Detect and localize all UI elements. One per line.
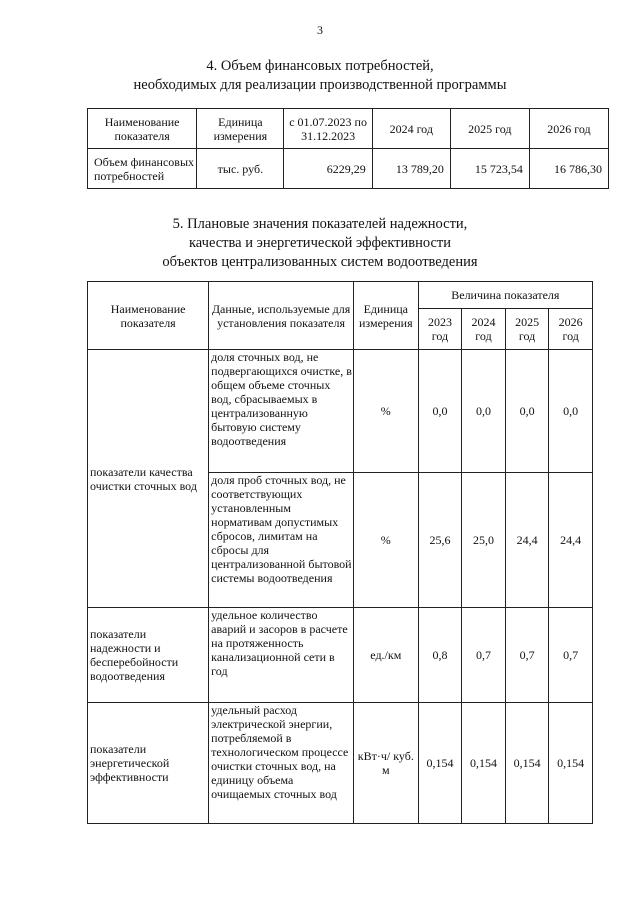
row-name: Объем финансовых потребностей <box>88 149 197 189</box>
financial-needs-table <box>87 108 609 189</box>
header-name: Наименование показателя <box>88 109 197 149</box>
header-2024: 2024 год <box>372 109 450 149</box>
section-4-title <box>0 57 640 95</box>
row-value: 24,4 <box>549 473 593 608</box>
row-value: 0,0 <box>505 350 549 473</box>
table-row <box>88 149 609 189</box>
row-unit: кВт·ч/ куб. м <box>353 703 418 824</box>
header-2026: 2026 год <box>529 109 608 149</box>
header-year: 2026 год <box>549 309 593 350</box>
row-value: 0,154 <box>462 703 506 824</box>
section-5-title <box>0 215 640 272</box>
header-value-group: Величина показателя <box>418 282 592 309</box>
row-value: 0,8 <box>418 608 462 703</box>
header-year: 2025 год <box>505 309 549 350</box>
row-value: 25,0 <box>462 473 506 608</box>
row-value: 0,7 <box>505 608 549 703</box>
row-2024-value: 13 789,20 <box>372 149 450 189</box>
row-period-value: 6229,29 <box>284 149 372 189</box>
header-data: Данные, используемые для установления показателя <box>209 282 354 350</box>
row-2026-value: 16 786,30 <box>529 149 608 189</box>
row-2025-value: 15 723,54 <box>450 149 529 189</box>
row-unit: тыс. руб. <box>197 149 284 189</box>
header-2025: 2025 год <box>450 109 529 149</box>
row-value: 0,7 <box>462 608 506 703</box>
row-value: 0,0 <box>418 350 462 473</box>
header-name: Наименование показателя <box>88 282 209 350</box>
row-unit: % <box>353 473 418 608</box>
row-value: 0,7 <box>549 608 593 703</box>
page-number: 3 <box>317 23 323 37</box>
table-row <box>88 350 593 473</box>
table-header-row <box>88 282 593 309</box>
row-value: 0,154 <box>549 703 593 824</box>
section-4-title-line: 4. Объем финансовых потребностей, <box>206 58 434 74</box>
row-value: 0,0 <box>549 350 593 473</box>
row-description: удельное количество аварий и засоров в расчете на протяженность канализационной сети в год <box>209 608 354 703</box>
row-description: удельный расход электрической энергии, потребляемой в технологическом процессе очистки сточных вод, на единицу объема очищаемых сточных вод <box>209 703 354 824</box>
section-4-title-line: необходимых для реализации производственной программы <box>133 77 507 93</box>
section-5-title-line: 5. Плановые значения показателей надежности, <box>172 216 468 232</box>
row-unit: % <box>353 350 418 473</box>
row-value: 25,6 <box>418 473 462 608</box>
row-value: 0,154 <box>505 703 549 824</box>
header-year: 2024 год <box>462 309 506 350</box>
row-value: 24,4 <box>505 473 549 608</box>
indicators-table <box>87 281 593 824</box>
table-row <box>88 608 593 703</box>
row-description: доля сточных вод, не подвергающихся очистке, в общем объеме сточных вод, сбрасываемых в централизованную бытовую систему водоотведения <box>209 350 354 473</box>
row-description: доля проб сточных вод, не соответствующих установленным нормативам допустимых сбросов, лимитам на сбросы для централизованной бытовой системы водоотведения <box>209 473 354 608</box>
header-unit: Единица измерения <box>197 109 284 149</box>
group-name: показатели надежности и бесперебойности водоотведения <box>88 608 209 703</box>
row-value: 0,0 <box>462 350 506 473</box>
group-name: показатели качества очистки сточных вод <box>88 350 209 608</box>
section-5-title-line: объектов централизованных систем водоотведения <box>162 254 478 270</box>
group-name: показатели энергетической эффективности <box>88 703 209 824</box>
row-value: 0,154 <box>418 703 462 824</box>
header-year: 2023 год <box>418 309 462 350</box>
table-row <box>88 703 593 824</box>
section-5-title-line: качества и энергетической эффективности <box>188 235 452 251</box>
header-unit: Единица измерения <box>353 282 418 350</box>
row-unit: ед./км <box>353 608 418 703</box>
table-header-row <box>88 109 609 149</box>
header-period: с 01.07.2023 по 31.12.2023 <box>284 109 372 149</box>
